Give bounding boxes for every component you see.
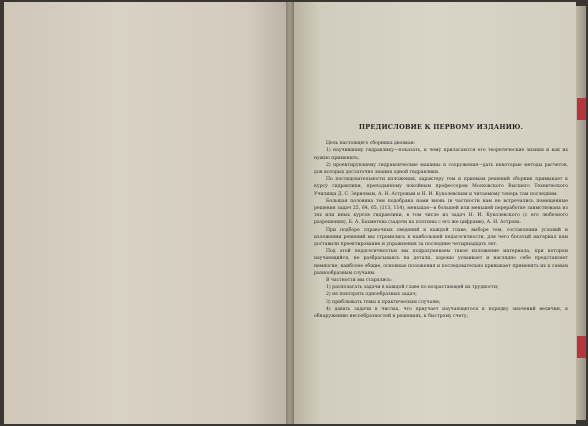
- paragraph: Под этой педагогичностью мы подразумеваем такое изложение материала, при котором научающийся, не разбрасываясь на детали, хорошо усваивает и наглядно себе представляет немногие, наиболее общие, основные положения и последовательно привыкает применять их к самым разнообразным случаям.: [314, 249, 568, 276]
- preface-title: ПРЕДИСЛОВИЕ К ПЕРВОМУ ИЗДАНИЮ.: [358, 123, 524, 131]
- paragraph: Большая половина тем подобрана нами вновь (в частности нам не встречались помещенные решения задач 25, 64, 65, (113, 114), меньшая—в большей или меньшей переработке заимствована из тех или иных курсов гидравлики, в том числе из задач Н. И. Куколевского (с его любезного разрешения), Б. А. Бахметева (задачи на плотины с его же цифрами), А. Н. Астрова.: [314, 198, 568, 226]
- bookmark-tab-upper: [577, 98, 586, 120]
- preface-text: [314, 124, 568, 320]
- left-page-blank: [4, 2, 291, 424]
- paragraph: Цель настоящего сборника двоякая:: [326, 141, 416, 147]
- paragraph: 1) научившему гидравлику—показать, к чему прилагаются его теоретические знания и как их нужно применить;: [314, 148, 568, 161]
- book-gutter: [286, 2, 294, 424]
- paragraph: В частности мы старались:: [326, 278, 393, 284]
- list-item: 3) приближать темы к практическим случаям;: [326, 299, 441, 305]
- list-item: 2) не повторять однообразных задач;: [326, 292, 417, 298]
- list-item: 1) располагать задачи в каждой главе по возрастающей их трудности;: [326, 285, 499, 291]
- paragraph: При подборе справочных сведений к каждой главе, выборе тем, составлении условий и изложении решений мы стремились к наибольшей педагогичности, для чего богатый материал нам доставили проектирование и упражнения за последние четырнадцать лет.: [314, 227, 568, 248]
- paragraph: По последовательности изложения, характеру тем и приемам решений сборник примыкает к курсу гидравлики, преподанному покойным профессором Московского Высшего Технического Училища Д. С. Зерновым, А. Н. Астровым и Н. И. Куколевским и читаемому теперь там последним.: [314, 177, 568, 197]
- paragraph: 2) проектирующему гидравлические машины и сооружения—дать некоторые методы расчетов, для которых достаточно знания одной гидравлики.: [314, 162, 568, 176]
- list-item: 4) давать задачи в числах, что приучает научающегося к порядку значений величин, к обнаружению несообразностей в решениях, к быстрому счету;: [314, 306, 568, 320]
- bookmark-tab-lower: [577, 336, 586, 358]
